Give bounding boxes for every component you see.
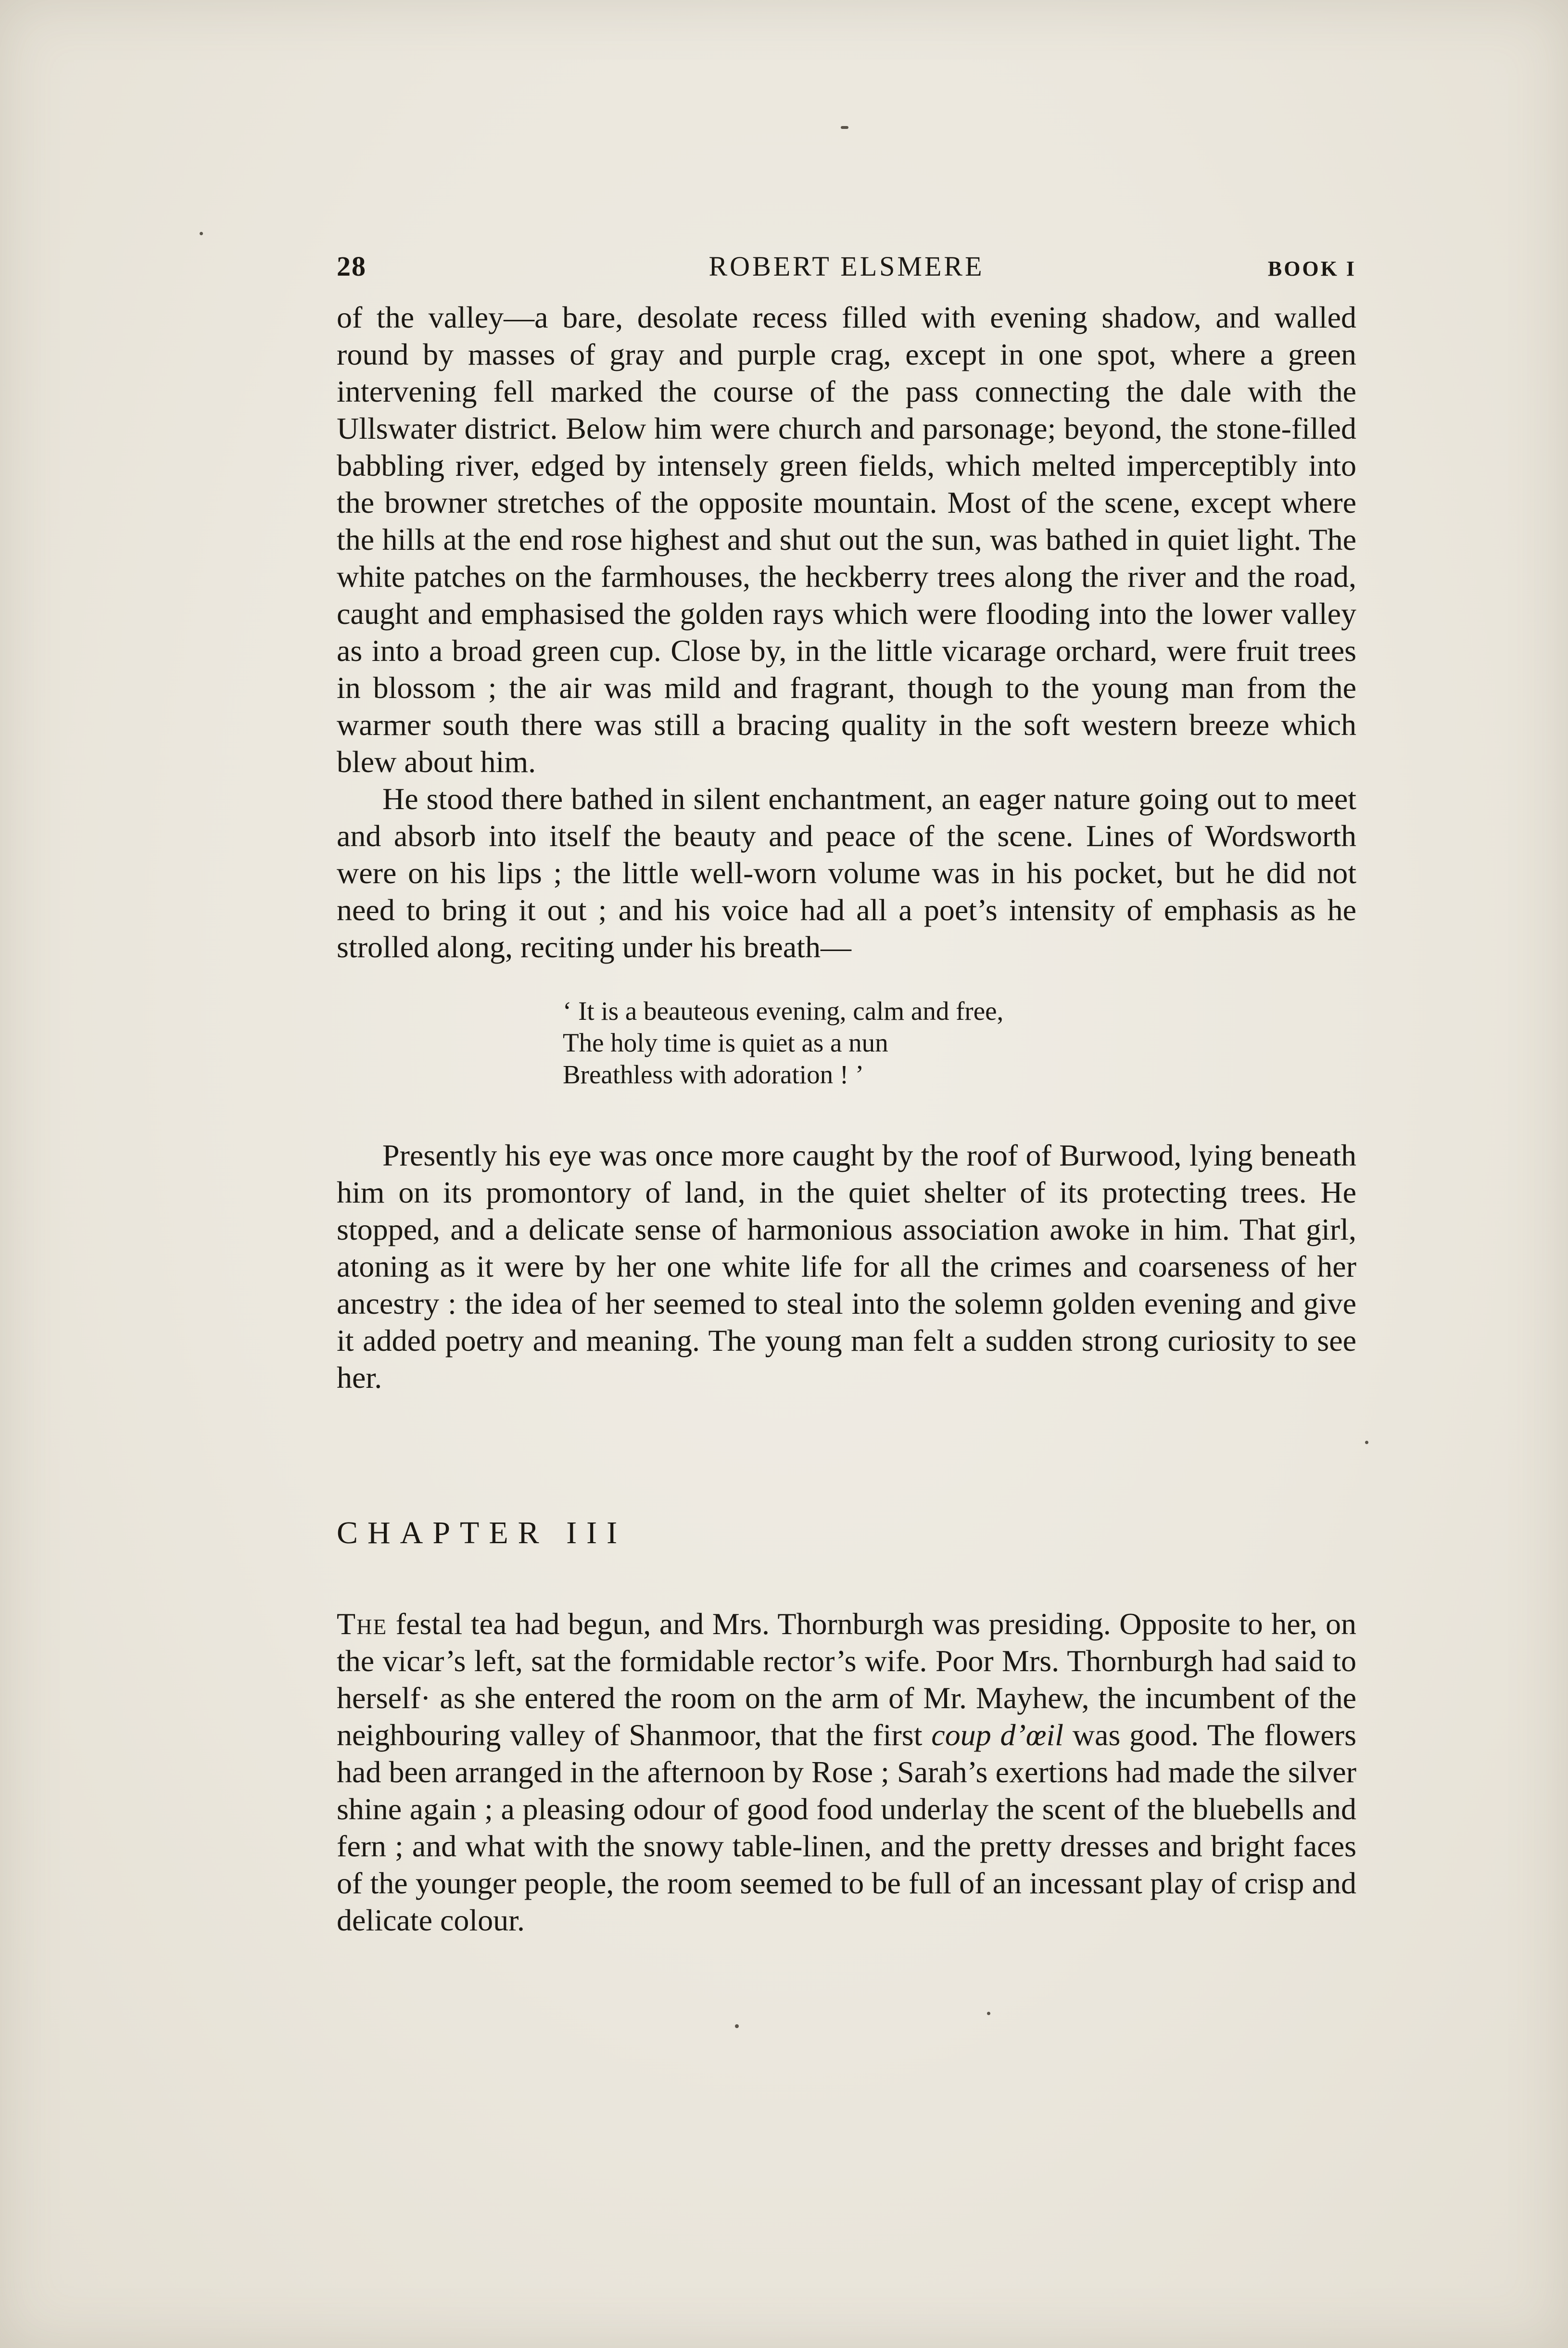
scan-speck — [987, 2012, 990, 2015]
lead-word: The — [337, 1607, 388, 1641]
text-block — [337, 299, 1356, 1939]
paragraph-text: festal tea had begun, and Mrs. Thornburgh was presiding. Opposite to her, on the vicar’s left, sat the formidable rector’s wife. Poor Mrs. Thornburgh had said to herself· as she entered the room on the arm of Mr. Mayhew, the incumbent of the neighbouring valley of Shanmoor, that the first — [337, 1607, 1356, 1752]
page-header — [337, 250, 1356, 282]
paragraph-valley: of the valley—a bare, desolate recess filled with evening shadow, and walled round by masses of gray and purple crag, except in one spot, where a green intervening fell marked the course of the pass connecting the dale with the Ullswater district. Below him were church and parsonage; beyond, the stone-filled babbling river, edged by intensely green fields, which melted imperceptibly into the browner stretches of the opposite mountain. Most of the scene, except where the hills at the end rose highest and shut out the sun, was bathed in quiet light. The white patches on the farmhouses, the heckberry trees along the river and the road, caught and emphasised the golden rays which were flooding into the lower valley as into a broad green cup. Close by, in the little vicarage orchard, were fruit trees in blossom ; the air was mild and fragrant, though to the young man from the warmer south there was still a bracing quality in the soft western breeze which blew about him. — [337, 300, 1356, 779]
paragraph-festal-tea — [337, 1605, 1356, 1939]
chapter-heading: CHAPTER III — [337, 1515, 627, 1550]
scan-speck — [1365, 1441, 1368, 1444]
scan-speck — [735, 2024, 739, 2028]
paragraph-enchantment: He stood there bathed in silent enchantment, an eager nature going out to meet and absorb into itself the beauty and peace of the scene. Lines of Wordsworth were on his lips ; the little well-worn volume was in his pocket, but he did not need to bring it out ; and his voice had all a poet’s intensity of emphasis as he strolled along, reciting under his breath— — [337, 782, 1356, 964]
verse-line: Breathless with adoration ! ’ — [563, 1060, 864, 1089]
scan-speck — [841, 126, 848, 129]
scan-speck — [200, 232, 203, 235]
italic-phrase: coup d’œil — [931, 1718, 1064, 1752]
book-label: BOOK I — [1267, 257, 1356, 280]
paragraph-burwood: Presently his eye was once more caught by the roof of Burwood, lying beneath him on its promontory of land, in the quiet shelter of its protecting trees. He stopped, and a delicate sense of harmonious association awoke in him. That girl, atoning as it were by her one white life for all the crimes and coarseness of her ancestry : the idea of her seemed to steal into the solemn golden evening and give it added poetry and meaning. The young man felt a sudden strong curiosity to see her. — [337, 1138, 1356, 1395]
verse-quote — [563, 995, 1356, 1091]
running-title: ROBERT ELSMERE — [708, 251, 985, 282]
page-number: 28 — [337, 251, 367, 282]
verse-line: The holy time is quiet as a nun — [563, 1028, 888, 1057]
paragraph-text: was good. The flowers had been arranged in the afternoon by Rose ; Sarah’s exertions had made the silver shine again ; a pleasing odour of good food underlay the scent of the bluebells and fern ; and what with the snowy table-linen, and the pretty dresses and bright faces of the younger people, the room seemed to be full of an incessant play of crisp and delicate colour. — [337, 1718, 1357, 1937]
verse-line: ‘ It is a beauteous evening, calm and free, — [563, 996, 1004, 1026]
